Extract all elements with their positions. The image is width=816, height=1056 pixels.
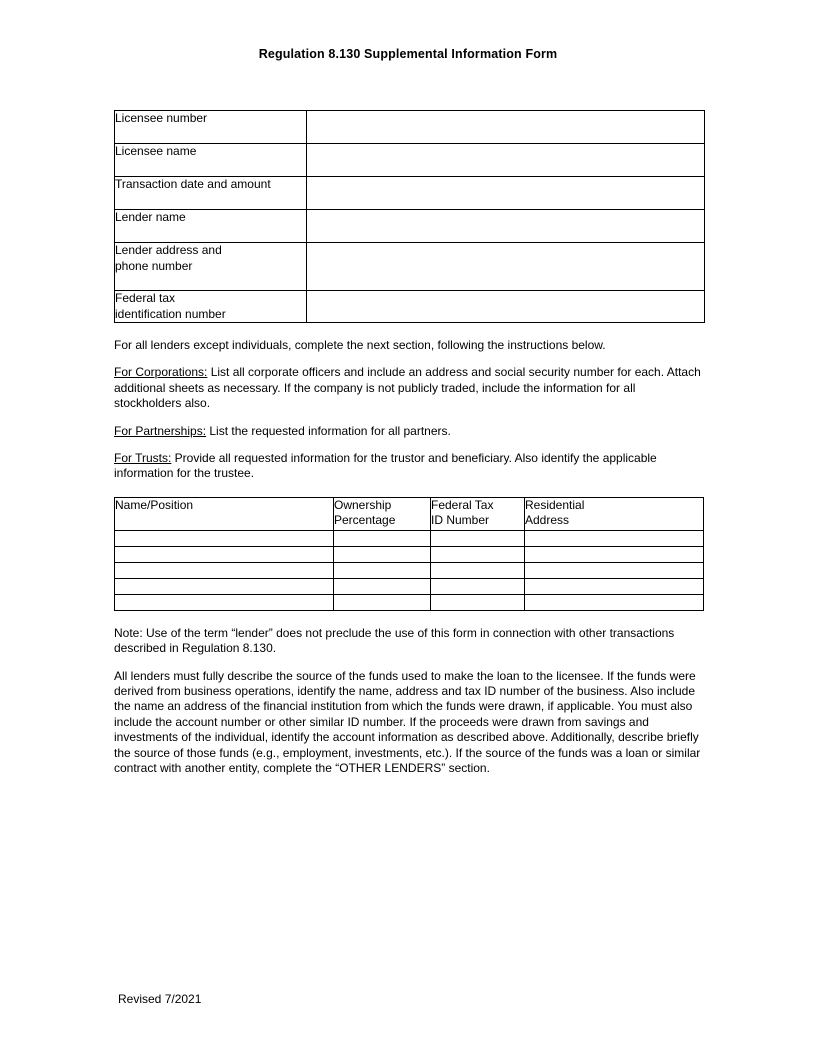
- lender-address-field[interactable]: [307, 243, 705, 291]
- table-row: [115, 530, 704, 546]
- licensee-number-label: Licensee number: [115, 111, 307, 144]
- table-row: [115, 243, 705, 291]
- table-row: [115, 546, 704, 562]
- table-row: [115, 562, 704, 578]
- cell-federal-tax-id[interactable]: [431, 546, 525, 562]
- col-header-residential-address: [525, 497, 704, 530]
- licensee-name-field[interactable]: [307, 144, 705, 177]
- cell-ownership-percentage[interactable]: [334, 546, 431, 562]
- partnerships-heading: For Partnerships:: [114, 423, 207, 438]
- table-row: [115, 578, 704, 594]
- instructions-partnerships: [114, 424, 704, 439]
- federal-tax-id-field[interactable]: [307, 291, 705, 323]
- partnerships-body: List the requested information for all partners.: [206, 423, 451, 438]
- spacer: [114, 353, 704, 365]
- col-header-ownership-line2: Percentage: [334, 512, 396, 527]
- licensee-name-label: Licensee name: [115, 144, 307, 177]
- table-row: [115, 210, 705, 243]
- table-row: [115, 177, 705, 210]
- cell-residential-address[interactable]: [525, 562, 704, 578]
- cell-ownership-percentage[interactable]: [334, 578, 431, 594]
- cell-federal-tax-id[interactable]: [431, 530, 525, 546]
- instructions-corporations: [114, 365, 704, 411]
- lender-address-label-line2: phone number: [115, 258, 193, 273]
- note-text: Note: Use of the term “lender” does not preclude the use of this form in connection with other transactions described in Regulation 8.130.: [114, 625, 675, 656]
- spacer: [114, 323, 704, 338]
- lender-address-label: [115, 243, 307, 291]
- owners-table-wrap: [114, 497, 704, 611]
- cell-name-position[interactable]: [115, 594, 334, 610]
- transaction-date-amount-field[interactable]: [307, 177, 705, 210]
- cell-residential-address[interactable]: [525, 530, 704, 546]
- corporations-body: List all corporate officers and include an address and social security number for each. Attach additional sheets as necessary. If the company is not publicly traded, include the information for all stockholders also.: [114, 365, 701, 411]
- col-header-name-position: Name/Position: [115, 497, 334, 530]
- cell-federal-tax-id[interactable]: [431, 578, 525, 594]
- cell-federal-tax-id[interactable]: [431, 594, 525, 610]
- cell-residential-address[interactable]: [525, 594, 704, 610]
- col-header-ownership-percentage: [334, 497, 431, 530]
- corporations-heading: For Corporations:: [114, 365, 208, 380]
- col-header-federal-tax-id: [431, 497, 525, 530]
- licensee-table: [114, 110, 705, 323]
- instructions-trusts: [114, 451, 704, 482]
- cell-federal-tax-id[interactable]: [431, 562, 525, 578]
- document-body: [114, 110, 704, 777]
- col-header-ownership-line1: Ownership: [334, 497, 392, 512]
- federal-tax-id-label: [115, 291, 307, 323]
- cell-ownership-percentage[interactable]: [334, 594, 431, 610]
- cell-name-position[interactable]: [115, 546, 334, 562]
- cell-residential-address[interactable]: [525, 546, 704, 562]
- revision-footer: Revised 7/2021: [118, 992, 202, 1006]
- owners-table: [114, 497, 704, 611]
- cell-ownership-percentage[interactable]: [334, 530, 431, 546]
- owners-table-header-row: [115, 497, 704, 530]
- table-row: [115, 291, 705, 323]
- spacer: [114, 412, 704, 424]
- col-header-residential-line2: Address: [525, 512, 570, 527]
- lender-name-label: Lender name: [115, 210, 307, 243]
- cell-ownership-percentage[interactable]: [334, 562, 431, 578]
- spacer: [114, 439, 704, 451]
- federal-tax-id-label-line1: Federal tax: [115, 291, 176, 305]
- lender-name-field[interactable]: [307, 210, 705, 243]
- spacer: [114, 657, 704, 669]
- transaction-date-amount-label: Transaction date and amount: [115, 177, 307, 210]
- table-row: [115, 111, 705, 144]
- cell-name-position[interactable]: [115, 530, 334, 546]
- spacer: [114, 611, 704, 626]
- col-header-federal-tax-line2: ID Number: [431, 512, 490, 527]
- source-of-funds-text: All lenders must fully describe the source of the funds used to make the loan to the licensee. If the funds were derived from business operations, identify the name, address and tax ID number of the business. Also include the name an address of the financial institution from which the funds were drawn, if applicable. You must also include the account number or other similar ID number. If the proceeds were drawn from savings and investments of the individual, identify the account information as described above. Additionally, describe briefly the source of those funds (e.g., employment, investments, etc.). If the source of the funds was a loan or similar contract with another entity, complete the “OTHER LENDERS” section.: [114, 668, 701, 776]
- col-header-residential-line1: Residential: [525, 497, 585, 512]
- lender-address-label-line1: Lender address and: [115, 243, 222, 257]
- col-header-federal-tax-line1: Federal Tax: [431, 497, 494, 512]
- licensee-number-field[interactable]: [307, 111, 705, 144]
- cell-name-position[interactable]: [115, 578, 334, 594]
- trusts-heading: For Trusts:: [114, 451, 172, 466]
- cell-residential-address[interactable]: [525, 578, 704, 594]
- federal-tax-id-label-line2: identification number: [115, 306, 226, 321]
- trusts-body: Provide all requested information for the trustor and beneficiary. Also identify the applicable information for the trustee.: [114, 451, 657, 481]
- instructions-intro: For all lenders except individuals, complete the next section, following the instructions below.: [114, 338, 606, 352]
- spacer: [114, 482, 704, 497]
- table-row: [115, 594, 704, 610]
- cell-name-position[interactable]: [115, 562, 334, 578]
- table-row: [115, 144, 705, 177]
- page-title: Regulation 8.130 Supplemental Information Form: [258, 47, 558, 61]
